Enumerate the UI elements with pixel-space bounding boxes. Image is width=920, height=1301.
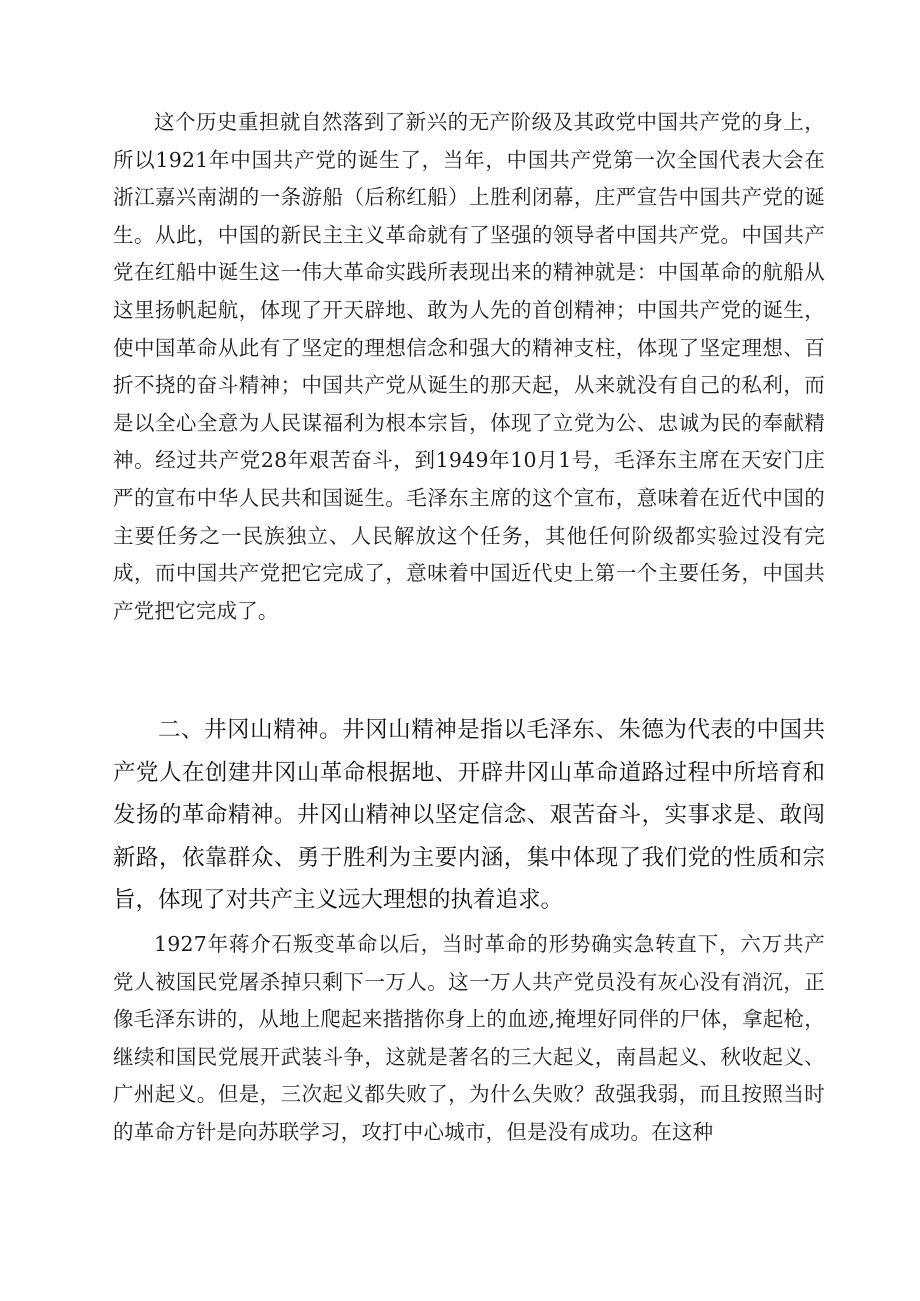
section-heading-jinggangshan-spirit: 二、井冈山精神。井冈山精神是指以毛泽东、朱德为代表的中国共产党人在创建井冈山革命根据地、开辟井冈山革命道路过程中所培育和发扬的革命精神。井冈山精神以坚定信念、艰苦奋斗，实事求是、敢闯新路，依靠群众、勇于胜利为主要内涵，集中体现了我们党的性质和宗旨，体现了对共产主义远大理想的执着追求。 bbox=[113, 717, 825, 914]
paragraph-block-3 bbox=[113, 926, 825, 1152]
paragraph-block-2 bbox=[113, 709, 825, 922]
body-paragraph-red-boat-spirit: 这个历史重担就自然落到了新兴的无产阶级及其政党中国共产党的身上，所以1921年中国共产党的诞生了，当年，中国共产党第一次全国代表大会在浙江嘉兴南湖的一条游船（后称红船）上胜利闭幕，庄严宣告中国共产党的诞生。从此，中国的新民主主义革命就有了坚强的领导者中国共产党。中国共产党在红船中诞生这一伟大革命实践所表现出来的精神就是：中国革命的航船从这里扬帆起航，体现了开天辟地、敢为人先的首创精神；中国共产党的诞生，使中国革命从此有了坚定的理想信念和强大的精神支柱，体现了坚定理想、百折不挠的奋斗精神；中国共产党从诞生的那天起，从来就没有自己的私利，而是以全心全意为人民谋福利为根本宗旨，体现了立党为公、忠诚为民的奉献精神。经过共产党28年艰苦奋斗，到1949年10月1号，毛泽东主席在天安门庄严的宣布中华人民共和国诞生。毛泽东主席的这个宣布，意味着在近代中国的主要任务之一民族独立、人民解放这个任务，其他任何阶级都实验过没有完成，而中国共产党把它完成了，意味着中国近代史上第一个主要任务，中国共产党把它完成了。 bbox=[113, 110, 825, 623]
body-paragraph-1927-uprisings: 1927年蒋介石叛变革命以后，当时革命的形势确实急转直下，六万共产党人被国民党屠杀掉只剩下一万人。这一万人共产党员没有灰心没有消沉，正像毛泽东讲的，从地上爬起来揩揩你身上的血迹,掩埋好同伴的尸体，拿起枪，继续和国民党展开武装斗争，这就是著名的三大起义，南昌起义、秋收起义、广州起义。但是，三次起义都失败了，为什么失败？敌强我弱，而且按照当时的革命方针是向苏联学习，攻打中心城市，但是没有成功。在这种 bbox=[113, 932, 825, 1144]
paragraph-block-1 bbox=[113, 104, 825, 630]
